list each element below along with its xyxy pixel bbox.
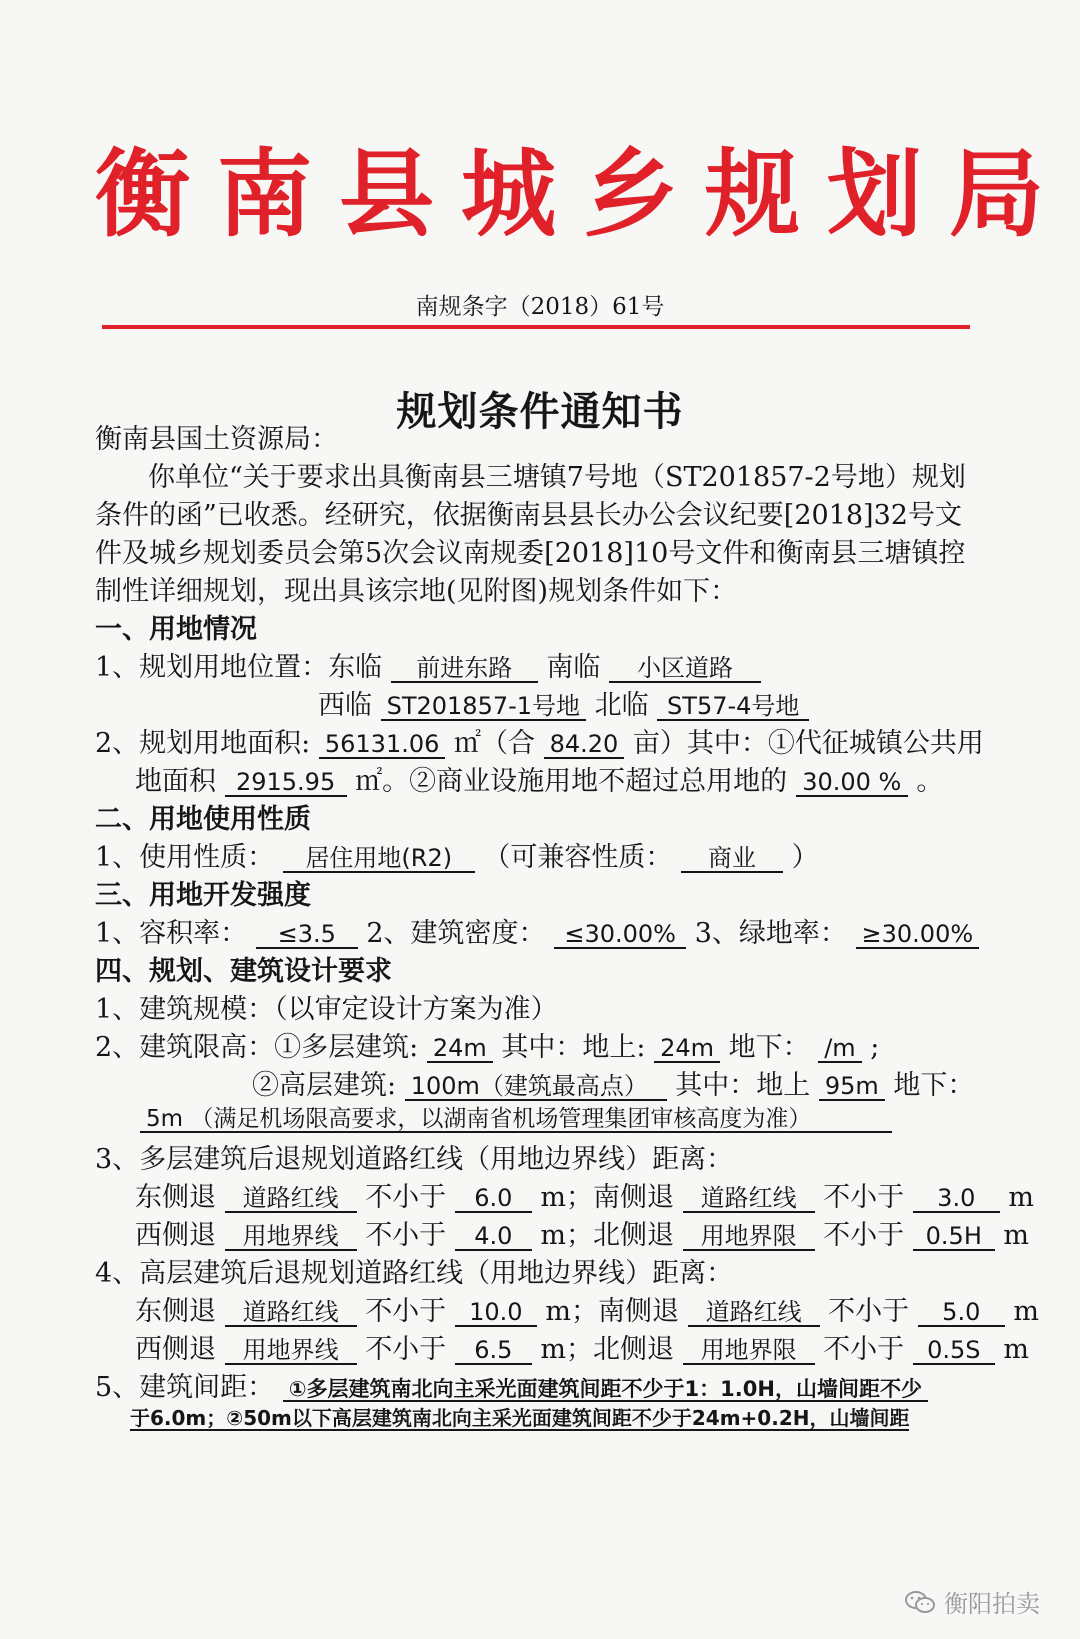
area-label: 2、规划用地面积: <box>95 728 311 759</box>
hs-west-label: 西侧退 <box>135 1334 216 1365</box>
hs-south-value: 5.0 <box>918 1300 1005 1327</box>
multi-setback-row-2 <box>135 1222 1029 1251</box>
ms-east-label: 东侧退 <box>135 1182 216 1213</box>
high-mid: 其中：地上 <box>675 1070 811 1101</box>
compat-label: （可兼容性质： <box>483 842 673 873</box>
public-area-value: 2915.95 <box>225 770 347 797</box>
far-value: ≤3.5 <box>256 922 358 949</box>
west-label: 西临 <box>318 690 372 721</box>
watermark-text: 衡阳拍卖 <box>944 1590 1040 1618</box>
hs-west-mid: 不小于 <box>365 1334 447 1365</box>
use-row <box>95 844 819 873</box>
spacing-row-2 <box>130 1408 909 1431</box>
intro-line-3: 件及城乡规划委员会第5次会议南规委[2018]10号文件和衡南县三塘镇控 <box>95 538 966 569</box>
location-row-1 <box>95 654 761 683</box>
multi-setback-heading: 3、多层建筑后退规划道路红线（用地边界线）距离： <box>95 1144 734 1175</box>
height-row-1 <box>95 1034 879 1063</box>
hs-east-unit: m；南侧退 <box>545 1296 679 1327</box>
hs-west: 用地界线 <box>225 1338 357 1365</box>
area-row <box>95 730 984 759</box>
height-label: 2、建筑限高：①多层建筑: <box>95 1032 419 1063</box>
multi-below-label: 地下： <box>728 1032 810 1063</box>
use-value: 居住用地(R2) <box>283 846 475 873</box>
ms-north-value: 0.5H <box>913 1224 995 1251</box>
ms-south-value: 3.0 <box>913 1186 1000 1213</box>
public-area-unit: ㎡。②商业设施用地不超过总用地的 <box>355 766 788 797</box>
ms-west-value: 4.0 <box>455 1224 532 1251</box>
hs-south-mid: 不小于 <box>828 1296 910 1327</box>
land-mu-value: 84.20 <box>544 732 625 759</box>
ms-north-unit: m <box>1003 1220 1029 1251</box>
hs-east: 道路红线 <box>225 1300 357 1327</box>
ms-west: 用地界线 <box>225 1224 357 1251</box>
multi-setback-row-1 <box>135 1184 1034 1213</box>
section-4-heading: 四、规划、建筑设计要求 <box>95 956 392 987</box>
intro-line-2: 条件的函”已收悉。经研究，依据衡南县县长办公会议纪要[2018]32号文 <box>95 500 962 531</box>
intro-line-1: 你单位“关于要求出具衡南县三塘镇7号地（ST201857-2号地）规划 <box>148 462 966 493</box>
east-boundary: 前进东路 <box>391 656 538 683</box>
high-setback-row-1 <box>135 1298 1039 1327</box>
hs-south-unit: m <box>1013 1296 1039 1327</box>
density-label: 2、建筑密度： <box>366 918 546 949</box>
compat-value: 商业 <box>681 846 783 873</box>
high-below-note: 5m （满足机场限高要求，以湖南省机场管理集团审核高度为准） <box>140 1107 892 1133</box>
ms-south-unit: m <box>1008 1182 1034 1213</box>
spacing-text-1: ①多层建筑南北向主采光面建筑间距不少于1：1.0H，山墙间距不少 <box>283 1378 928 1402</box>
hs-north-unit: m <box>1003 1334 1029 1365</box>
wechat-icon <box>904 1590 936 1614</box>
agency-header: 衡南县城乡规划局 <box>95 140 1072 250</box>
south-boundary: 小区道路 <box>609 656 761 683</box>
far-label: 1、容积率： <box>95 918 248 949</box>
high-below-label: 地下： <box>893 1070 975 1101</box>
multi-above: 24m <box>654 1036 720 1063</box>
ms-north: 用地界限 <box>683 1224 815 1251</box>
intro-line-4: 制性详细规划，现出具该宗地(见附图)规划条件如下： <box>95 576 738 607</box>
hs-west-unit: m；北侧退 <box>540 1334 674 1365</box>
height-row-3 <box>140 1107 892 1133</box>
document-title: 规划条件通知书 <box>396 388 684 435</box>
section-2-heading: 二、用地使用性质 <box>95 804 311 835</box>
south-label: 南临 <box>546 652 601 683</box>
multi-mid: 其中：地上: <box>501 1032 646 1063</box>
intensity-row <box>95 920 979 949</box>
multi-below: /m <box>818 1036 861 1063</box>
west-boundary: ST201857-1号地 <box>381 694 586 721</box>
high-setback-heading: 4、高层建筑后退规划道路红线（用地边界线）距离： <box>95 1258 734 1289</box>
hs-east-value: 10.0 <box>455 1300 537 1327</box>
document-number: 南规条字（2018）61号 <box>415 294 665 320</box>
spacing-label: 5、建筑间距： <box>95 1372 275 1403</box>
high-setback-row-2 <box>135 1336 1029 1365</box>
height-row-2 <box>252 1072 974 1101</box>
ms-east: 道路红线 <box>225 1186 357 1213</box>
commercial-percent: 30.00 % <box>796 770 908 797</box>
public-area-row <box>135 768 943 797</box>
hs-north-value: 0.5S <box>913 1338 995 1365</box>
hs-west-value: 6.5 <box>455 1338 532 1365</box>
spacing-text-2: 于6.0m；②50m以下高层建筑南北向主采光面建筑间距不少于24m+0.2H，山墙间距 <box>130 1406 910 1430</box>
red-divider <box>102 325 970 329</box>
hs-south: 道路红线 <box>688 1300 820 1327</box>
addressee: 衡南县国土资源局： <box>95 424 338 455</box>
ms-east-value: 6.0 <box>455 1186 532 1213</box>
section-1-heading: 一、用地情况 <box>95 614 257 645</box>
ms-west-label: 西侧退 <box>135 1220 216 1251</box>
ms-north-mid: 不小于 <box>823 1220 905 1251</box>
spacing-row-1 <box>95 1374 928 1402</box>
mu-unit: 亩）其中：①代征城镇公共用 <box>632 728 984 759</box>
hs-north: 用地界限 <box>683 1338 815 1365</box>
green-label: 3、绿地率： <box>694 918 847 949</box>
period: 。 <box>916 766 944 797</box>
multi-end: ; <box>870 1032 880 1063</box>
high-above: 95m <box>819 1074 885 1101</box>
location-label: 1、规划用地位置：东临 <box>95 652 383 683</box>
density-value: ≤30.00% <box>554 922 686 949</box>
ms-south: 道路红线 <box>683 1186 815 1213</box>
use-label: 1、使用性质： <box>95 842 275 873</box>
high-label: ②高层建筑: <box>252 1070 397 1101</box>
ms-east-unit: m；南侧退 <box>540 1182 674 1213</box>
multi-height: 24m <box>427 1036 493 1063</box>
high-height: 100m（建筑最高点） <box>405 1074 667 1101</box>
ms-west-mid: 不小于 <box>365 1220 447 1251</box>
land-area-value: 56131.06 <box>319 732 446 759</box>
hs-east-mid: 不小于 <box>365 1296 447 1327</box>
ms-east-mid: 不小于 <box>365 1182 447 1213</box>
ms-south-mid: 不小于 <box>823 1182 905 1213</box>
watermark <box>904 1584 1040 1619</box>
public-area-label: 地面积 <box>135 766 216 797</box>
location-row-2 <box>318 692 809 721</box>
hs-east-label: 东侧退 <box>135 1296 216 1327</box>
compat-close: ） <box>791 842 819 873</box>
ms-west-unit: m；北侧退 <box>540 1220 674 1251</box>
area-unit: ㎡（合 <box>453 728 535 759</box>
green-value: ≥30.00% <box>856 922 980 949</box>
scale-row: 1、建筑规模：（以审定设计方案为准） <box>95 994 558 1025</box>
north-boundary: ST57-4号地 <box>657 694 809 721</box>
section-3-heading: 三、用地开发强度 <box>95 880 311 911</box>
hs-north-mid: 不小于 <box>823 1334 905 1365</box>
north-label: 北临 <box>594 690 649 721</box>
